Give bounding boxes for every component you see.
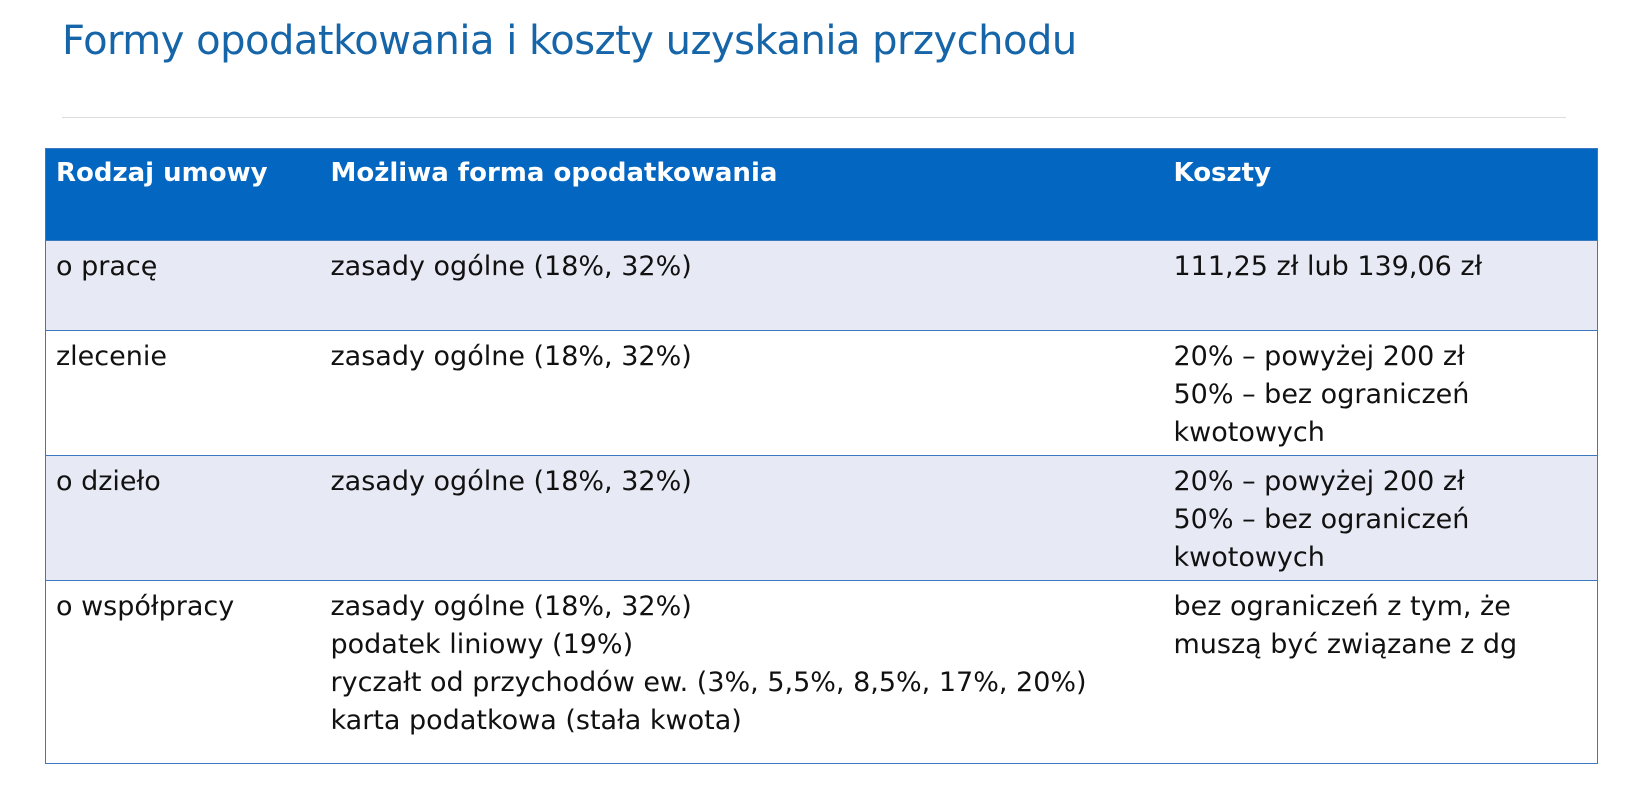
- cell-contract: zlecenie: [56, 341, 167, 372]
- cell-taxation: [321, 331, 1164, 456]
- header-costs: Koszty: [1173, 158, 1272, 188]
- costs-line: bez ograniczeń z tym, że: [1173, 591, 1511, 622]
- cell-costs: [1164, 581, 1598, 764]
- taxation-line: zasady ogólne (18%, 32%): [330, 591, 692, 622]
- table-row: [46, 456, 1598, 581]
- cell-costs: [1164, 331, 1598, 456]
- taxation-line: zasady ogólne (18%, 32%): [330, 341, 692, 372]
- taxation-line: podatek liniowy (19%): [330, 629, 634, 660]
- costs-line: 111,25 zł lub 139,06 zł: [1173, 251, 1483, 282]
- costs-line: kwotowych: [1173, 542, 1325, 573]
- title-divider: [62, 117, 1566, 118]
- cell-taxation: [321, 241, 1164, 331]
- cell-costs: [1164, 456, 1598, 581]
- taxation-table: [45, 148, 1598, 764]
- cell-taxation: [321, 581, 1164, 764]
- costs-line: kwotowych: [1173, 417, 1325, 448]
- costs-line: 20% – powyżej 200 zł: [1173, 341, 1465, 372]
- table-row: [46, 331, 1598, 456]
- page-title: Formy opodatkowania i koszty uzyskania przychodu: [62, 18, 1077, 64]
- header-taxation-form: Możliwa forma opodatkowania: [330, 158, 778, 188]
- costs-line: muszą być związane z dg: [1173, 629, 1518, 660]
- taxation-line: zasady ogólne (18%, 32%): [330, 251, 692, 282]
- costs-line: 20% – powyżej 200 zł: [1173, 466, 1465, 497]
- taxation-line: ryczałt od przychodów ew. (3%, 5,5%, 8,5%, 17%, 20%): [330, 667, 1087, 698]
- costs-line: 50% – bez ograniczeń: [1173, 504, 1470, 535]
- cell-contract: o dzieło: [56, 466, 161, 497]
- table-row: [46, 581, 1598, 764]
- table-row: [46, 241, 1598, 331]
- cell-contract: o współpracy: [56, 591, 235, 622]
- cell-costs: [1164, 241, 1598, 331]
- taxation-line: karta podatkowa (stała kwota): [330, 705, 742, 736]
- costs-line: 50% – bez ograniczeń: [1173, 379, 1470, 410]
- table-header-row: [46, 149, 1598, 241]
- cell-taxation: [321, 456, 1164, 581]
- cell-contract: o pracę: [56, 251, 158, 282]
- taxation-line: zasady ogólne (18%, 32%): [330, 466, 692, 497]
- header-contract-type: Rodzaj umowy: [56, 158, 268, 188]
